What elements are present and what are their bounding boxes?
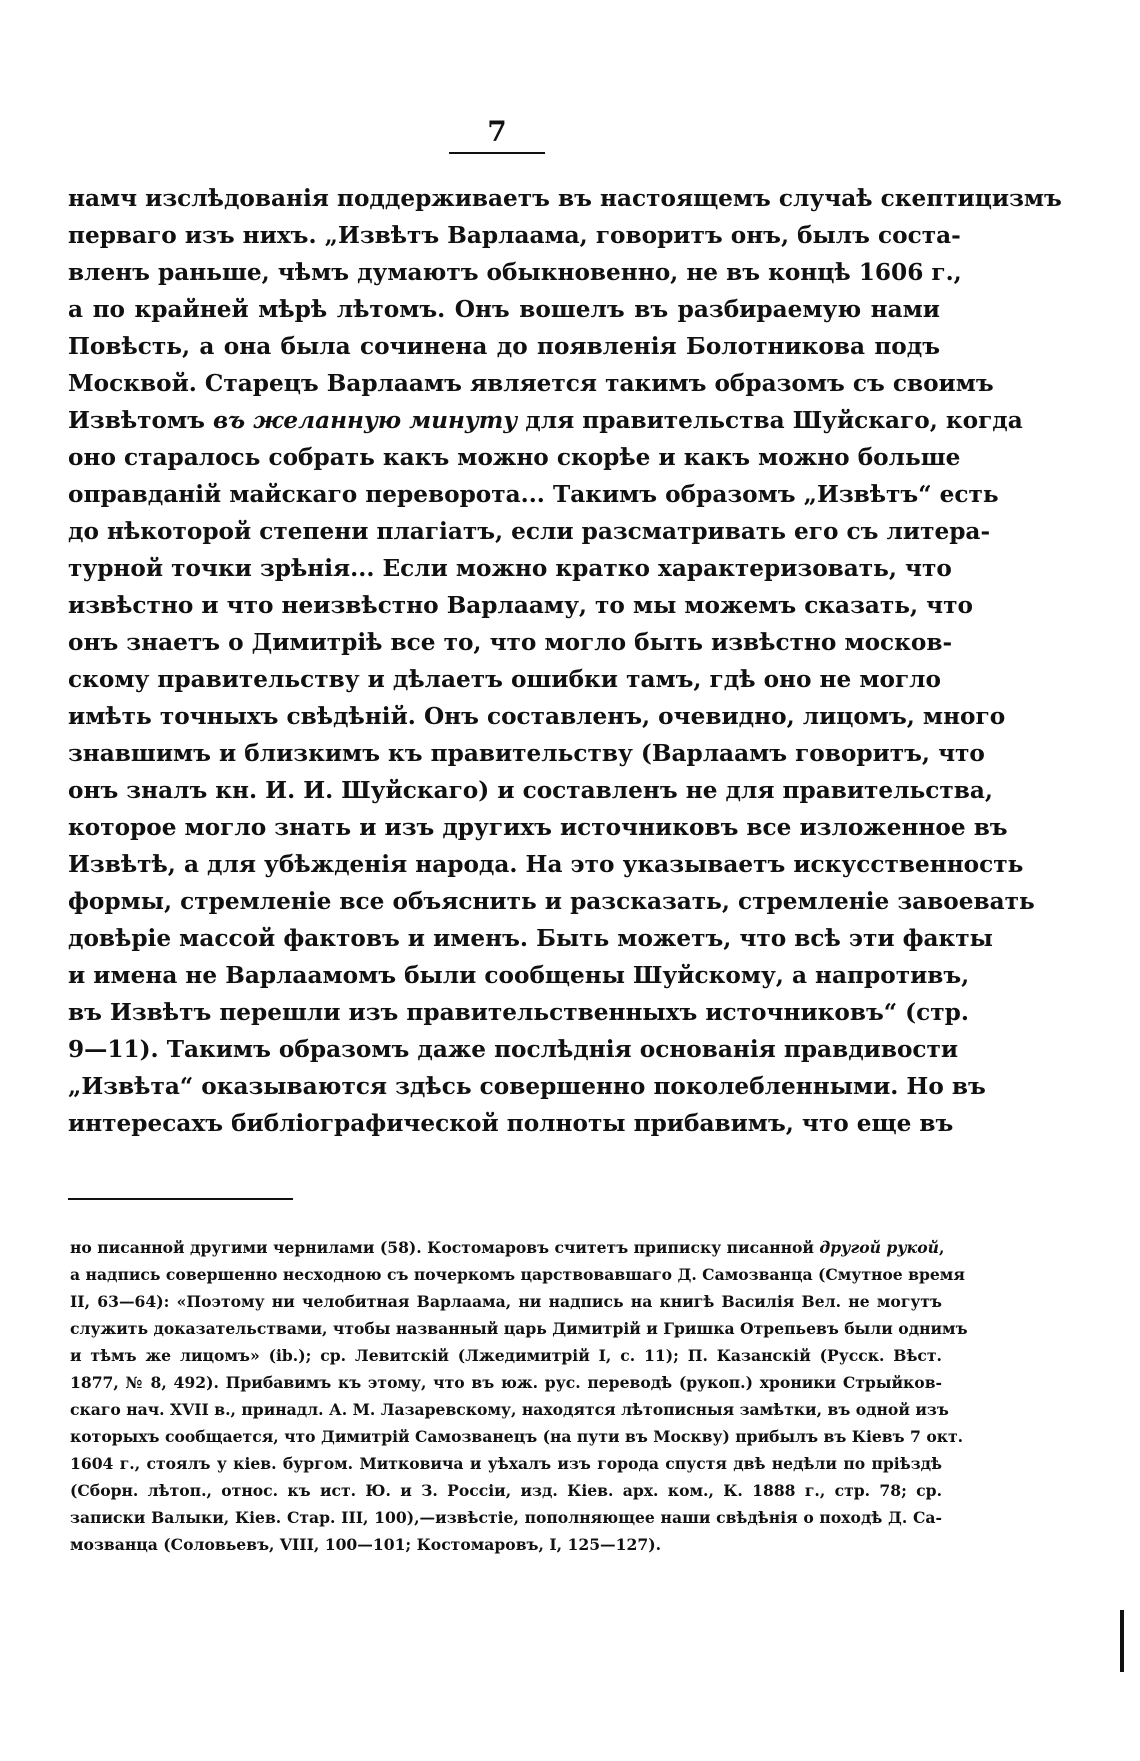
main-text-line: онъ знаетъ о Димитріѣ все то, что могло быть извѣстно москов-: [68, 629, 953, 656]
footnote-line: (Сборн. лѣтоп., относ. къ ист. Ю. и З. Россіи, изд. Кіев. арх. ком., К. 1888 г., стр. 78; ср.: [70, 1481, 942, 1500]
footnote-span: ,: [938, 1238, 945, 1257]
footnote-line: мозванца (Соловьевъ, VIII, 100—101; Костомаровъ, I, 125—127).: [70, 1535, 662, 1554]
main-text-line: турной точки зрѣнія... Если можно кратко характеризовать, что: [68, 555, 952, 582]
main-text-line: оправданій майскаго переворота... Такимъ образомъ „Извѣтъ“ есть: [68, 481, 999, 508]
footnote-separator: [68, 1198, 293, 1200]
footnote-line: а надпись совершенно несходною съ почеркомъ царствовавшаго Д. Самозванца (Смутное время: [70, 1265, 965, 1284]
main-text-line: перваго изъ нихъ. „Извѣтъ Варлаама, говоритъ онъ, былъ соста-: [68, 222, 961, 249]
main-text-line: Извѣтѣ, а для убѣжденія народа. На это указываетъ искусственность: [68, 851, 1024, 878]
main-text-span: для правительства Шуйскаго, когда: [517, 407, 1023, 434]
footnote-line: 1877, № 8, 492). Прибавимъ къ этому, что въ юж. рус. переводѣ (рукоп.) хроники Стрыйков-: [70, 1373, 942, 1392]
italic-phrase: другой рукой: [819, 1238, 939, 1257]
footnote-line: II, 63—64): «Поэтому ни челобитная Варлаама, ни надпись на книгѣ Василія Вел. не могутъ: [70, 1292, 942, 1311]
page-number: 7: [487, 115, 507, 148]
footnote-line: 1604 г., стоялъ у кіев. бургом. Митковича и уѣхалъ изъ города спустя двѣ недѣли по пріѣздѣ: [70, 1454, 942, 1473]
footnote-line: [70, 1234, 945, 1261]
main-text-line: формы, стремленіе все объяснить и разсказать, стремленіе завоевать: [68, 888, 1035, 915]
footnote-block: [70, 1234, 968, 1558]
main-text-line: знавшимъ и близкимъ къ правительству (Варлаамъ говоритъ, что: [68, 740, 985, 767]
footnote-line: служить доказательствами, чтобы названный царь Димитрій и Гришка Отрепьевъ были однимъ: [70, 1319, 968, 1338]
main-text-line: довѣріе массой фактовъ и именъ. Быть можетъ, что всѣ эти факты: [68, 925, 993, 952]
main-text-line: извѣстно и что неизвѣстно Варлааму, то мы можемъ сказать, что: [68, 592, 973, 619]
main-text-line: намч изслѣдованія поддерживаетъ въ настоящемъ случаѣ скептицизмъ: [68, 185, 1062, 212]
main-text-line: [68, 402, 1023, 439]
main-text-line: вленъ раньше, чѣмъ думаютъ обыкновенно, не въ концѣ 1606 г.,: [68, 259, 962, 286]
main-text-line: а по крайней мѣрѣ лѣтомъ. Онъ вошелъ въ разбираемую нами: [68, 296, 940, 323]
main-text-line: Москвой. Старецъ Варлаамъ является такимъ образомъ съ своимъ: [68, 370, 994, 397]
footnote-line: скаго нач. XVII в., принадл. А. М. Лазаревскому, находятся лѣтописныя замѣтки, въ одной изъ: [70, 1400, 949, 1419]
main-text-line: онъ зналъ кн. И. И. Шуйскаго) и составленъ не для правительства,: [68, 777, 993, 804]
main-text-line: и имена не Варлаамомъ были сообщены Шуйскому, а напротивъ,: [68, 962, 970, 989]
footnote-line: которыхъ сообщается, что Димитрій Самозванецъ (на пути въ Москву) прибылъ въ Кіевъ 7 окт.: [70, 1427, 964, 1446]
footnote-line: записки Валыки, Кіев. Стар. III, 100),—извѣстіе, пополняющее наши свѣдѣнія о походѣ Д. Са-: [70, 1508, 942, 1527]
main-text-line: „Извѣта“ оказываются здѣсь совершенно поколебленными. Но въ: [68, 1073, 986, 1100]
main-text-line: до нѣкоторой степени плагіатъ, если разсматривать его съ литера-: [68, 518, 991, 545]
main-text-line: интересахъ библіографической полноты прибавимъ, что еще въ: [68, 1110, 954, 1137]
scan-margin-mark: [1120, 1610, 1124, 1672]
footnote-span: но писанной другими чернилами (58). Костомаровъ считетъ приписку писанной: [70, 1238, 820, 1257]
page-number-rule: [449, 152, 545, 154]
footnote-line: и тѣмъ же лицомъ» (ib.); ср. Левитскій (Лжедимитрій I, с. 11); П. Казанскій (Русск. Вѣст.: [70, 1346, 942, 1365]
main-text-span: Извѣтомъ: [68, 407, 213, 434]
main-text-line: оно старалось собрать какъ можно скорѣе и какъ можно больше: [68, 444, 961, 471]
main-text-line: 9—11). Такимъ образомъ даже послѣднія основанія правдивости: [68, 1036, 959, 1063]
main-text-line: имѣть точныхъ свѣдѣній. Онъ составленъ, очевидно, лицомъ, много: [68, 703, 1006, 730]
main-text-line: скому правительству и дѣлаетъ ошибки тамъ, гдѣ оно не могло: [68, 666, 941, 693]
main-text: [68, 180, 1062, 1142]
main-text-line: Повѣсть, а она была сочинена до появленія Болотникова подъ: [68, 333, 940, 360]
italic-phrase: въ желанную минуту: [212, 407, 518, 434]
main-text-line: которое могло знать и изъ другихъ источниковъ все изложенное въ: [68, 814, 1008, 841]
main-text-line: въ Извѣтъ перешли изъ правительственныхъ источниковъ“ (стр.: [68, 999, 969, 1026]
